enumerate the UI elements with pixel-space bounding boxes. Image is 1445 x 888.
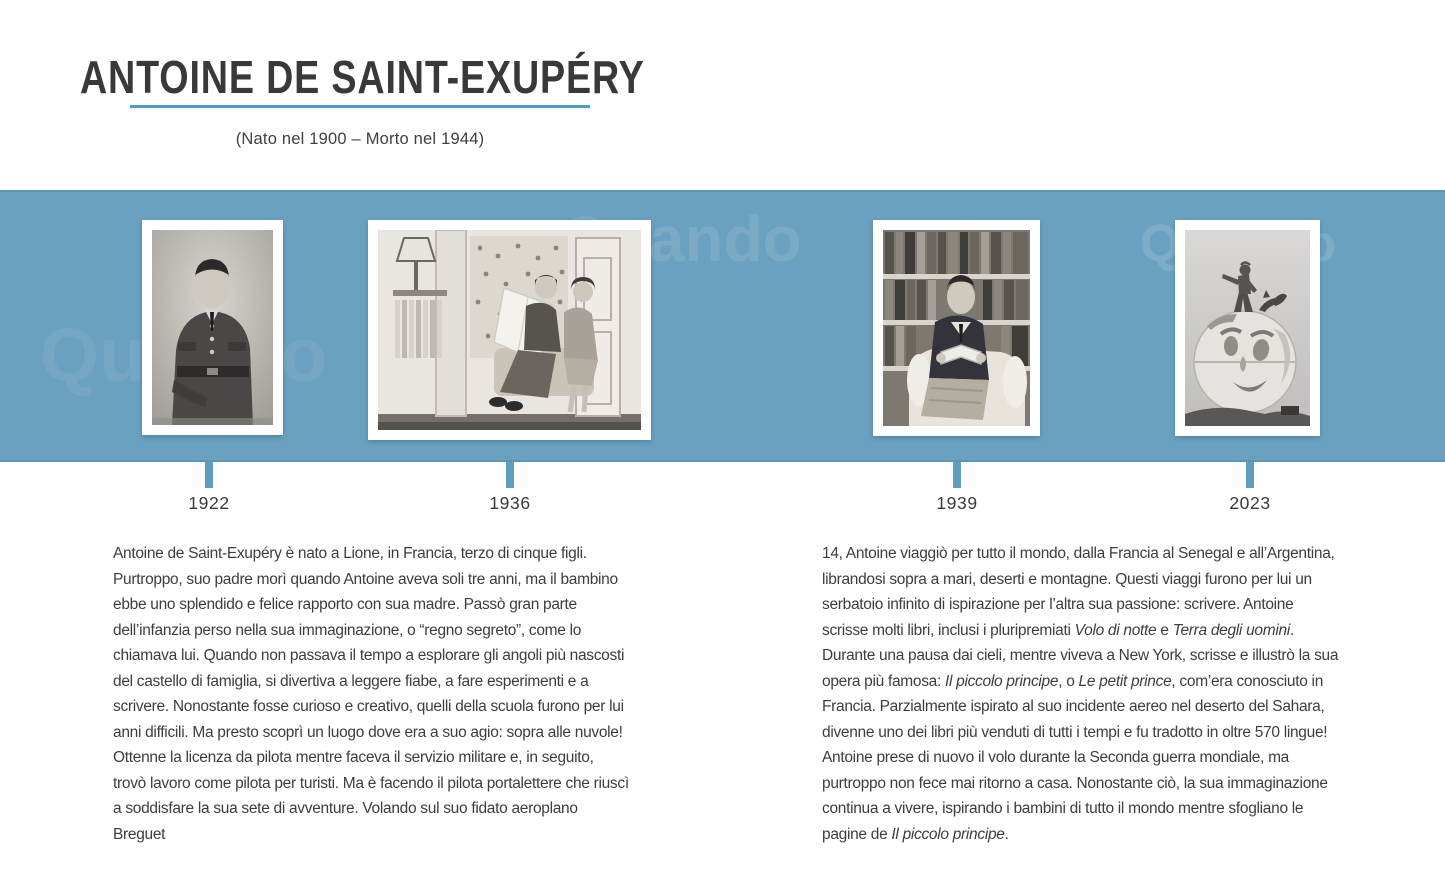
photo-1939-illustration xyxy=(883,230,1030,426)
timeline-tick-1922 xyxy=(205,462,213,488)
timeline-year-1936: 1936 xyxy=(489,493,531,513)
page-title: ANTOINE DE SAINT-EXUPÉRY xyxy=(80,51,645,103)
timeline-year-1939: 1939 xyxy=(936,493,978,513)
timeline-band xyxy=(0,190,1445,462)
photo-1939-reading-armchair xyxy=(873,220,1040,436)
photo-2023-illustration xyxy=(1185,230,1310,426)
timeline-year-2023: 2023 xyxy=(1229,493,1271,513)
watermark-text: Quando xyxy=(560,203,802,275)
photo-2023-little-prince-statue xyxy=(1175,220,1320,436)
biography-column-left: Antoine de Saint-Exupéry è nato a Lione, in Francia, terzo di cinque figli. Purtroppo, suo padre morì quando Antoine aveva soli tre anni, ma il bambino ebbe uno splendido e felice rapporto con sua madre. Passò gran parte dell’infanzia perso nella sua immaginazione, o “regno segreto”, come lo chiamava lui. Quando non passava il tempo a esplorare gli angoli più nascosti del castello di famiglia, si divertiva a leggere fiabe, a fare esperimenti e a scrivere. Nonostante fosse curioso e creativo, quelli della scuola furono per lui anni difficili. Ma presto scoprì un luogo dove era a suo agio: sopra alle nuvole! Ottenne la licenza da pilota mentre faceva il servizio militare e, in seguito, trovò lavoro come pilota per turisti. Ma è facendo il pilota portalettere che riuscì a soddisfare la sua sete di avventure. Volando sul suo fidato aeroplano Breguet xyxy=(113,545,629,843)
timeline-tick-2023 xyxy=(1246,462,1254,488)
biography-column-right: 14, Antoine viaggiò per tutto il mondo, dalla Francia al Senegal e all’Argentina, librandosi sopra a mari, deserti e montagne. Questi viaggi furono per lui un serbatoio infinito di ispirazione per l’altra sua passione: scrivere. Antoine scrisse molti libri, inclusi i pluripremiati Volo di notte e Terra degli uomini. Durante una pausa dai cieli, mentre viveva a New York, scrisse e illustrò la sua opera più famosa: Il piccolo principe, o Le petit prince, com’era conosciuto in Francia. Parzialmente ispirato al suo incidente aereo nel deserto del Sahara, divenne uno dei libri più venduti di tutti i tempi e fu tradotto in oltre 570 lingue! Antoine prese di nuovo il volo durante la Seconda guerra mondiale, ma purtroppo non fece mai ritorno a casa. Nonostante ciò, la sua immaginazione continua a vivere, ispirando i bambini di tutto il mondo mentre sfogliano le pagine de Il piccolo principe. xyxy=(822,545,1339,843)
photo-1922-military-portrait xyxy=(142,220,283,435)
timeline-tick-1939 xyxy=(953,462,961,488)
title-underline xyxy=(130,105,590,108)
photo-1936-illustration xyxy=(378,230,641,430)
timeline-tick-1936 xyxy=(506,462,514,488)
photo-1922-illustration xyxy=(152,230,273,425)
page-subtitle: (Nato nel 1900 – Morto nel 1944) xyxy=(235,130,485,148)
photo-1936-couple-reading xyxy=(368,220,651,440)
timeline-year-1922: 1922 xyxy=(188,493,230,513)
